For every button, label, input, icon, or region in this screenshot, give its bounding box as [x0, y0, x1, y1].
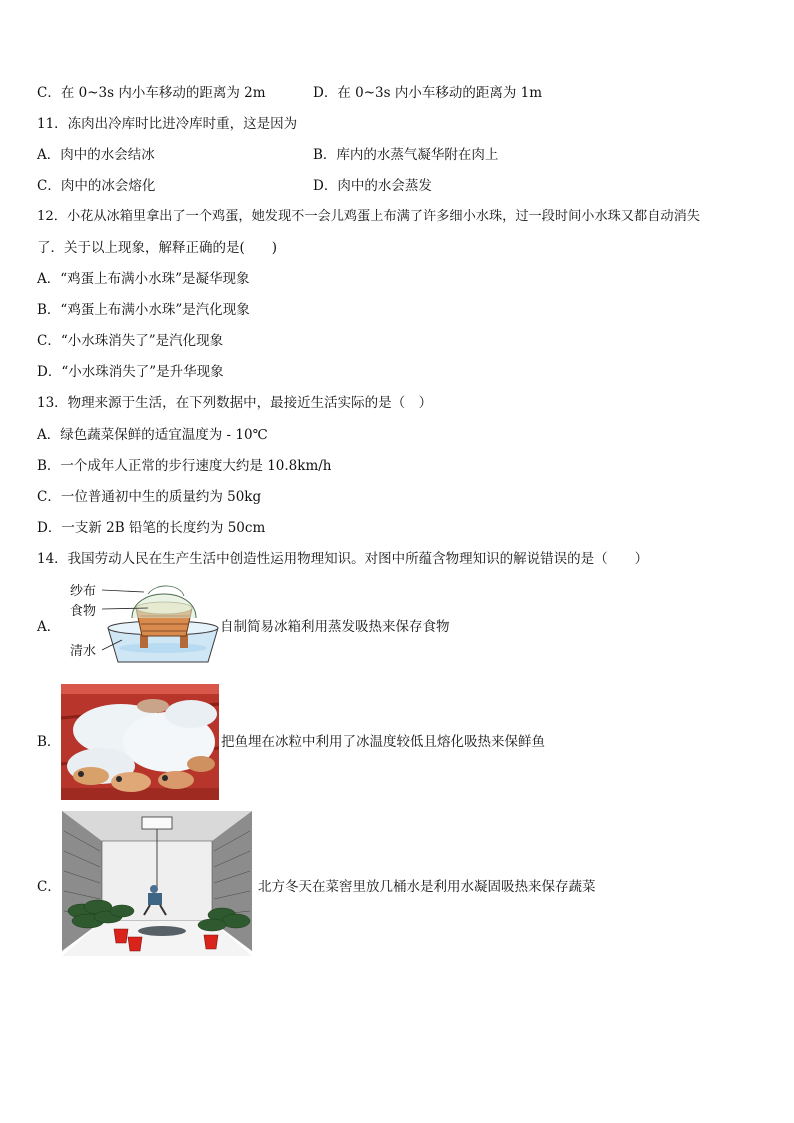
q13-option-a: A．绿色蔬菜保鲜的适宜温度为 - 10℃: [37, 427, 268, 443]
q14-stem: 14．我国劳动人民在生产生活中创造性运用物理知识。对图中所蕴含物理知识的解说错误的是（ ）: [37, 551, 649, 567]
fish-on-ice-image: [61, 684, 219, 800]
vegetable-cellar-image: [62, 811, 252, 956]
q10-option-c: C．在 0~3s 内小车移动的距离为 2m: [37, 85, 266, 101]
q14-option-c-letter: C．: [37, 879, 61, 895]
q10-option-d: D．在 0~3s 内小车移动的距离为 1m: [313, 85, 543, 101]
q12-option-d: D．“小水珠消失了”是升华现象: [37, 364, 224, 380]
q13-stem: 13．物理来源于生活，在下列数据中，最接近生活实际的是（ ）: [37, 395, 433, 411]
q11-stem: 11．冻肉出冷库时比进冷库时重，这是因为: [37, 116, 298, 132]
q11-option-a: A．肉中的水会结冰: [37, 147, 155, 163]
q13-option-b: B．一个成年人正常的步行速度大约是 10.8km/h: [37, 458, 332, 474]
q12-option-a: A．“鸡蛋上布满小水珠”是凝华现象: [37, 271, 250, 287]
q14-option-a-letter: A．: [37, 619, 61, 635]
q12-stem-line1: 12．小花从冰箱里拿出了一个鸡蛋，她发现不一会儿鸡蛋上布满了许多细小水珠，过一段时间小水珠又都自动消失: [37, 209, 700, 224]
q14-option-b-letter: B．: [37, 734, 61, 750]
fish-on-ice-photo: [61, 684, 219, 800]
q12-option-c: C．“小水珠消失了”是汽化现象: [37, 333, 224, 349]
q12-stem-line2: 了．关于以上现象，解释正确的是( ): [37, 240, 278, 256]
q12-option-b: B．“鸡蛋上布满小水珠”是汽化现象: [37, 302, 250, 318]
q14-option-b-text: 把鱼埋在冰粒中利用了冰温度较低且熔化吸热来保鲜鱼: [221, 734, 545, 750]
q13-option-c: C．一位普通初中生的质量约为 50kg: [37, 489, 262, 505]
q13-option-d: D．一支新 2B 铅笔的长度约为 50cm: [37, 520, 266, 536]
icebox-figure: [62, 578, 222, 670]
q11-option-b: B．库内的水蒸气凝华附在肉上: [313, 147, 499, 163]
gauze-label: 纱布: [70, 584, 97, 599]
q14-option-c-text: 北方冬天在菜窖里放几桶水是利用水凝固吸热来保存蔬菜: [258, 879, 596, 895]
vegetable-cellar-drawing: [62, 811, 252, 956]
food-label: 食物: [70, 604, 97, 619]
water-label: 清水: [70, 644, 97, 659]
q11-option-d: D．肉中的水会蒸发: [313, 178, 432, 194]
q11-option-c: C．肉中的冰会熔化: [37, 178, 156, 194]
q14-option-a-text: 自制简易冰箱利用蒸发吸热来保存食物: [220, 619, 450, 635]
